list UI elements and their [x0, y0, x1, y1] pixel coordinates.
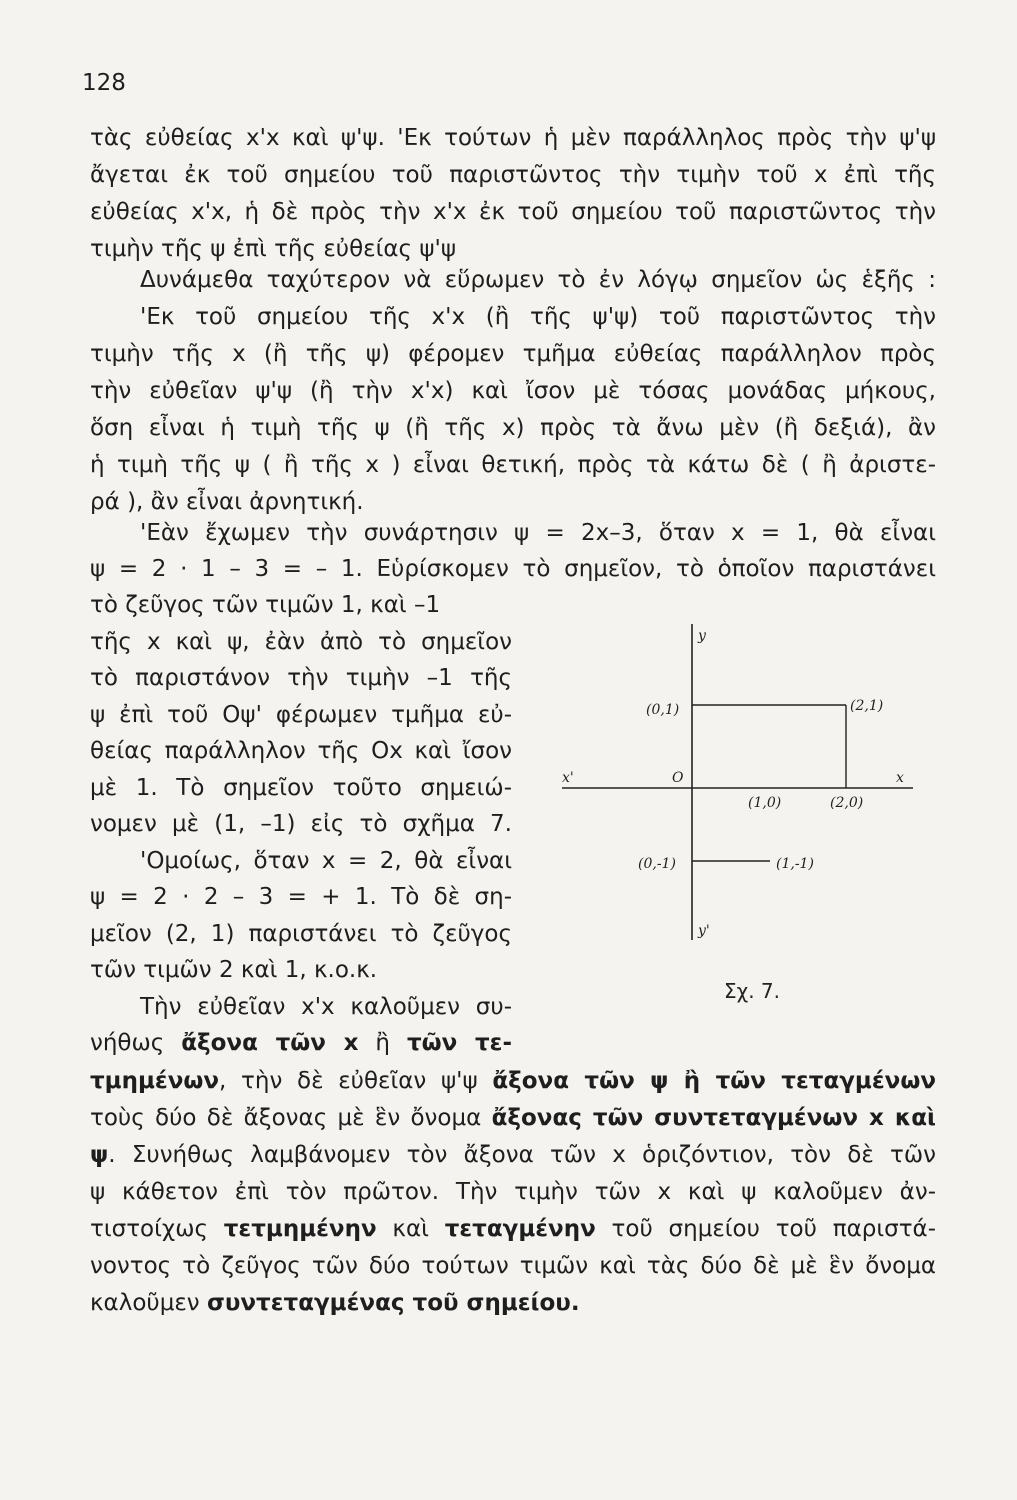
figure-caption: Σχ. 7. [724, 979, 780, 1003]
text-line: τοὺς δύο δὲ ἄξονας μὲ ἓν ὄνομα ἄξονας τῶν συντεταγμένων x καὶ [90, 1105, 936, 1131]
text-line: τῶν τιμῶν 2 καὶ 1, κ.ο.κ. [90, 957, 378, 983]
page-number: 128 [82, 70, 126, 96]
text-line: Δυνάμεθα ταχύτερον νὰ εὕρωμεν τὸ ἐν λόγῳ σημεῖον ὡς ἑξῆς : [140, 267, 936, 293]
text-line: τιστοίχως τετμημένην καὶ τεταγμένην τοῦ σημείου τοῦ παριστά- [90, 1216, 936, 1242]
text-line: νομεν μὲ (1, –1) εἰς τὸ σχῆμα 7. [90, 811, 512, 837]
text-line: τὸ παριστάνον τὴν τιμὴν –1 τῆς [90, 665, 512, 691]
text-line: θείας παράλληλον τῆς Οx καὶ ἴσον [90, 738, 512, 764]
text-line: τιμὴν τῆς ψ ἐπὶ τῆς εὐθείας ψ'ψ [90, 236, 456, 262]
text-line: ψ. Συνήθως λαμβάνομεν τὸν ἄξονα τῶν x ὁριζόντιον, τὸν δὲ τῶν [90, 1142, 936, 1168]
text-line: ψ = 2 · 1 – 3 = – 1. Εὑρίσκομεν τὸ σημεῖον, τὸ ὁποῖον παριστάνει [90, 556, 936, 582]
text-line: νοντος τὸ ζεῦγος τῶν δύο τούτων τιμῶν καὶ τὰς δύο δὲ μὲ ἓν ὄνομα [90, 1253, 936, 1279]
point-label-0-1: (0,1) [646, 702, 680, 718]
y-prime-label: y' [698, 923, 710, 939]
text-line: καλοῦμεν συντεταγμένας τοῦ σημείου. [90, 1290, 580, 1316]
text-line: ἄγεται ἐκ τοῦ σημείου τοῦ παριστῶντος τὴν τιμὴν τοῦ x ἐπὶ τῆς [90, 162, 936, 188]
point-label-1-minus-1: (1,-1) [776, 856, 814, 872]
text-line: τὸ ζεῦγος τῶν τιμῶν 1, καὶ –1 [90, 592, 441, 618]
x-prime-label: x' [562, 770, 574, 786]
text-line: 'Εὰν ἔχωμεν τὴν συνάρτησιν ψ = 2x–3, ὅταν x = 1, θὰ εἶναι [140, 520, 936, 546]
text-line: τὰς εὐθείας x'x καὶ ψ'ψ. 'Εκ τούτων ἡ μὲν παράλληλος πρὸς τὴν ψ'ψ [90, 125, 936, 151]
point-label-2-1: (2,1) [850, 698, 884, 714]
text-line: ὅση εἶναι ἡ τιμὴ τῆς ψ (ἢ τῆς x) πρὸς τὰ ἄνω μὲν (ἢ δεξιά), ἂν [90, 415, 936, 441]
text-line: εὐθείας x'x, ἡ δὲ πρὸς τὴν x'x ἐκ τοῦ σημείου τοῦ παριστῶντος τὴν [90, 199, 936, 225]
y-axis-label: y [698, 628, 706, 644]
text-line: τμημένων, τὴν δὲ εὐθεῖαν ψ'ψ ἄξονα τῶν ψ ἢ τῶν τεταγμένων [90, 1068, 936, 1094]
text-line: ψ κάθετον ἐπὶ τὸν πρῶτον. Τὴν τιμὴν τῶν x καὶ ψ καλοῦμεν ἀν- [90, 1179, 936, 1205]
point-label-2-0: (2,0) [830, 795, 864, 811]
coordinate-figure [548, 610, 948, 1030]
text-line: τιμὴν τῆς x (ἢ τῆς ψ) φέρομεν τμῆμα εὐθείας παράλληλον πρὸς [90, 341, 936, 367]
text-line: μεῖον (2, 1) παριστάνει τὸ ζεῦγος [90, 921, 512, 947]
text-line: Τὴν εὐθεῖαν x'x καλοῦμεν συ- [140, 994, 512, 1020]
text-line: τὴν εὐθεῖαν ψ'ψ (ἢ τὴν x'x) καὶ ἴσον μὲ τόσας μονάδας μήκους, [90, 378, 936, 404]
text-line: 'Εκ τοῦ σημείου τῆς x'x (ἢ τῆς ψ'ψ) τοῦ παριστῶντος τὴν [140, 304, 936, 330]
point-label-0-minus-1: (0,-1) [638, 856, 676, 872]
text-line: ρά ), ἂν εἶναι ἀρνητική. [90, 489, 364, 515]
text-line: νήθως ἄξονα τῶν x ἢ τῶν τε- [90, 1030, 512, 1056]
text-line: 'Ομοίως, ὅταν x = 2, θὰ εἶναι [140, 848, 512, 874]
text-line: ἡ τιμὴ τῆς ψ ( ἢ τῆς x ) εἶναι θετική, πρὸς τὰ κάτω δὲ ( ἢ ἀριστε- [90, 452, 936, 478]
text-line: ψ = 2 · 2 – 3 = + 1. Τὸ δὲ ση- [90, 884, 512, 910]
x-axis-label: x [896, 770, 904, 786]
text-line: τῆς x καὶ ψ, ἐὰν ἀπὸ τὸ σημεῖον [90, 629, 512, 655]
origin-label: O [672, 770, 684, 786]
point-label-1-0: (1,0) [748, 795, 782, 811]
text-line: ψ ἐπὶ τοῦ Οψ' φέρωμεν τμῆμα εὐ- [90, 702, 512, 728]
text-line: μὲ 1. Τὸ σημεῖον τοῦτο σημειώ- [90, 775, 512, 801]
